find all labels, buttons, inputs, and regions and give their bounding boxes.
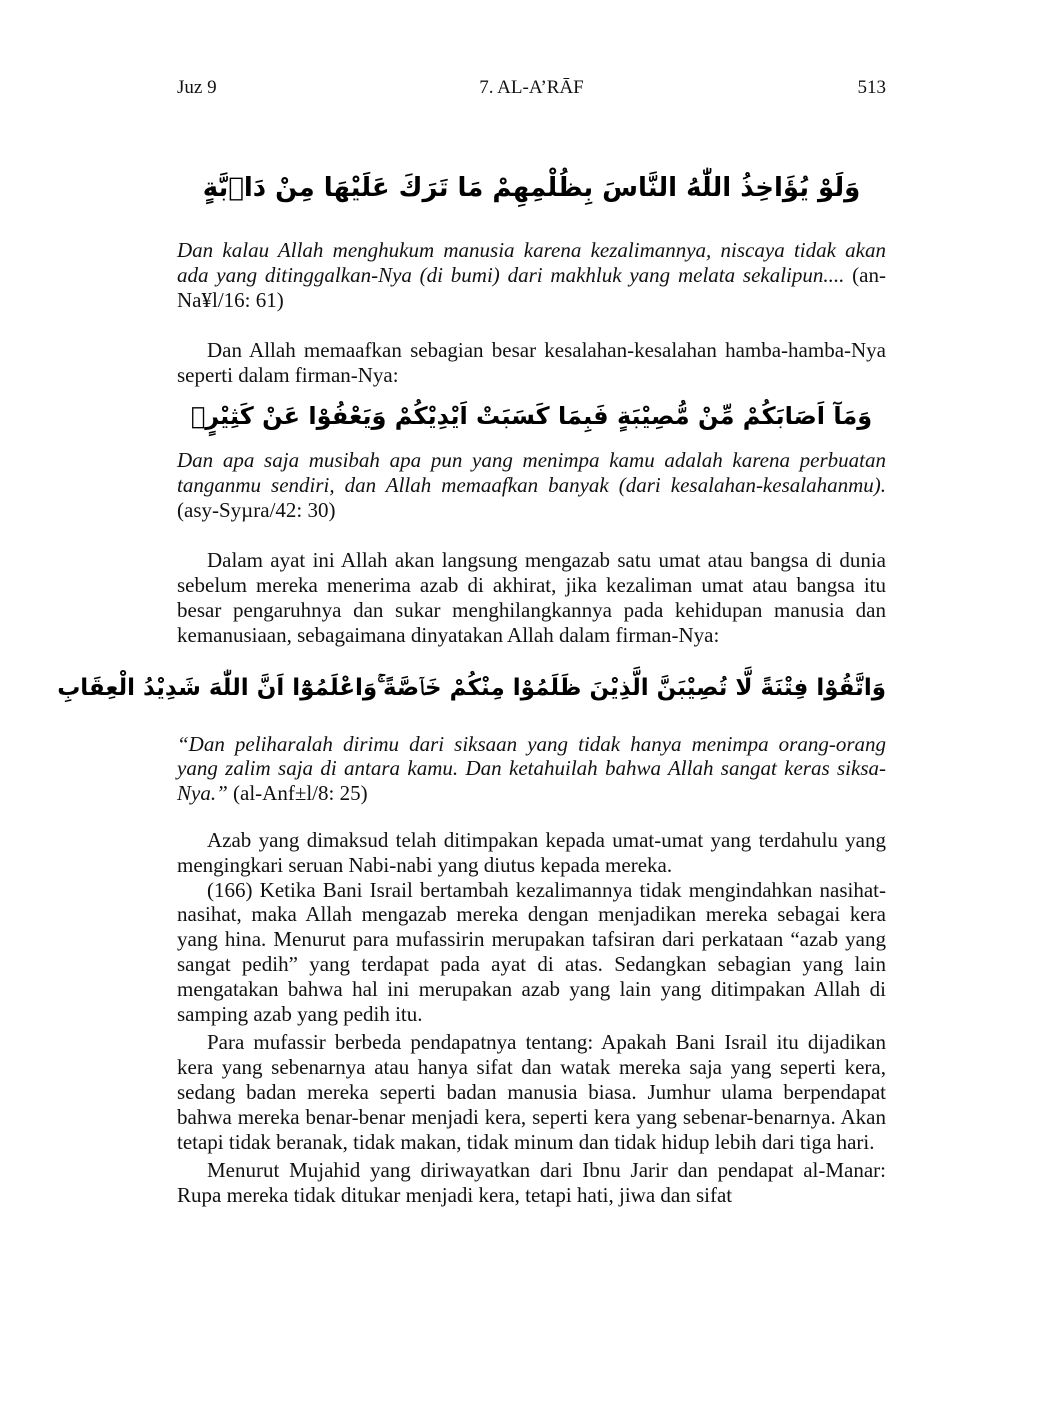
- paragraph-2: Dalam ayat ini Allah akan langsung mengazab satu umat atau bangsa di dunia sebelum mereka menerima azab di akhirat, jika kezaliman umat atau bangsa itu besar pengaruhnya dan sukar menghilangkannya pada kehidupan manusia dan kemanusiaan, sebagaimana dinyatakan Allah dalam firman-Nya:: [177, 548, 886, 647]
- verse-2-translation-text: Dan apa saja musibah apa pun yang menimpa kamu adalah karena perbuatan tanganmu sendiri, dan Allah memaafkan banyak (dari kesalahan-kesalahanmu).: [177, 447, 886, 497]
- paragraph-5: Para mufassir berbeda pendapatnya tentang: Apakah Bani Israil itu dijadikan kera yang sebenarnya atau hanya sifat dan watak mereka saja yang seperti kera, sedang badan mereka seperti badan manusia biasa. Jumhur ulama berpendapat bahwa mereka benar-benar menjadi kera, seperti kera yang sebenar-benarnya. Akan tetapi tidak beranak, tidak makan, tidak minum dan tidak hidup lebih dari tiga hari.: [177, 1030, 886, 1154]
- page-number: 513: [857, 77, 886, 98]
- verse-3-translation: [177, 732, 886, 806]
- verse-3-translation-text: “Dan peliharalah dirimu dari siksaan yang tidak hanya menimpa orang-orang yang zalim saja di antara kamu. Dan ketahuilah bahwa Allah sangat keras siksa-Nya.”: [177, 731, 886, 806]
- paragraph-3: Azab yang dimaksud telah ditimpakan kepada umat-umat yang terdahulu yang mengingkari seruan Nabi-nabi yang diutus kepada mereka.: [177, 827, 886, 877]
- verse-2-translation: [177, 448, 886, 522]
- juz-label: Juz 9: [177, 77, 217, 98]
- arabic-verse-1: وَلَوْ يُؤَاخِذُ اللّٰهُ النَّاسَ بِظُلْمِهِمْ مَا تَرَكَ عَلَيْهَا مِنْ دَاۤبَّةٍ: [202, 173, 861, 203]
- paragraph-1: Dan Allah memaafkan sebagian besar kesalahan-kesalahan hamba-hamba-Nya seperti dalam firman-Nya:: [177, 338, 886, 388]
- paragraph-4: (166) Ketika Bani Israil bertambah kezalimannya tidak mengindahkan nasihat-nasihat, maka Allah mengazab mereka dengan menjadikan mereka sebagai kera yang hina. Menurut para mufassirin merupakan tafsiran dari perkataan “azab yang sangat pedih” yang terdapat pada ayat di atas. Sedangkan sebagian yang lain mengatakan bahwa hal ini merupakan azab yang lain yang ditimpakan Allah di samping azab yang pedih itu.: [177, 877, 886, 1026]
- page-content: [57, 160, 886, 1208]
- arabic-verse-3: وَاتَّقُوْا فِتْنَةً لَّا تُصِيْبَنَّ الَّذِيْنَ ظَلَمُوْا مِنْكُمْ خَاۤصَّةً ۚوَاعْلَمُوْٓا اَنَّ اللّٰهَ شَدِيْدُ الْعِقَابِ: [57, 674, 886, 701]
- surah-title: 7. AL-A’RĀF: [479, 77, 584, 98]
- arabic-verse-2: وَمَآ اَصَابَكُمْ مِّنْ مُّصِيْبَةٍ فَبِمَا كَسَبَتْ اَيْدِيْكُمْ وَيَعْفُوْا عَنْ كَثِيْرٍۗ: [190, 401, 873, 430]
- verse-2-reference: (asy-Syµra/42: 30): [177, 497, 336, 522]
- verse-1-reference: (an-Na¥l/16: 61): [177, 262, 886, 312]
- verse-3-reference: (al-Anf±l/8: 25): [227, 781, 368, 806]
- verse-1-translation: [177, 238, 886, 312]
- paragraph-6: Menurut Mujahid yang diriwayatkan dari Ibnu Jarir dan pendapat al-Manar: Rupa mereka tidak ditukar menjadi kera, tetapi hati, jiwa dan sifat: [177, 1158, 886, 1208]
- verse-1-translation-text: Dan kalau Allah menghukum manusia karena kezalimannya, niscaya tidak akan ada yang ditinggalkan-Nya (di bumi) dari makhluk yang melata sekalipun....: [177, 238, 886, 287]
